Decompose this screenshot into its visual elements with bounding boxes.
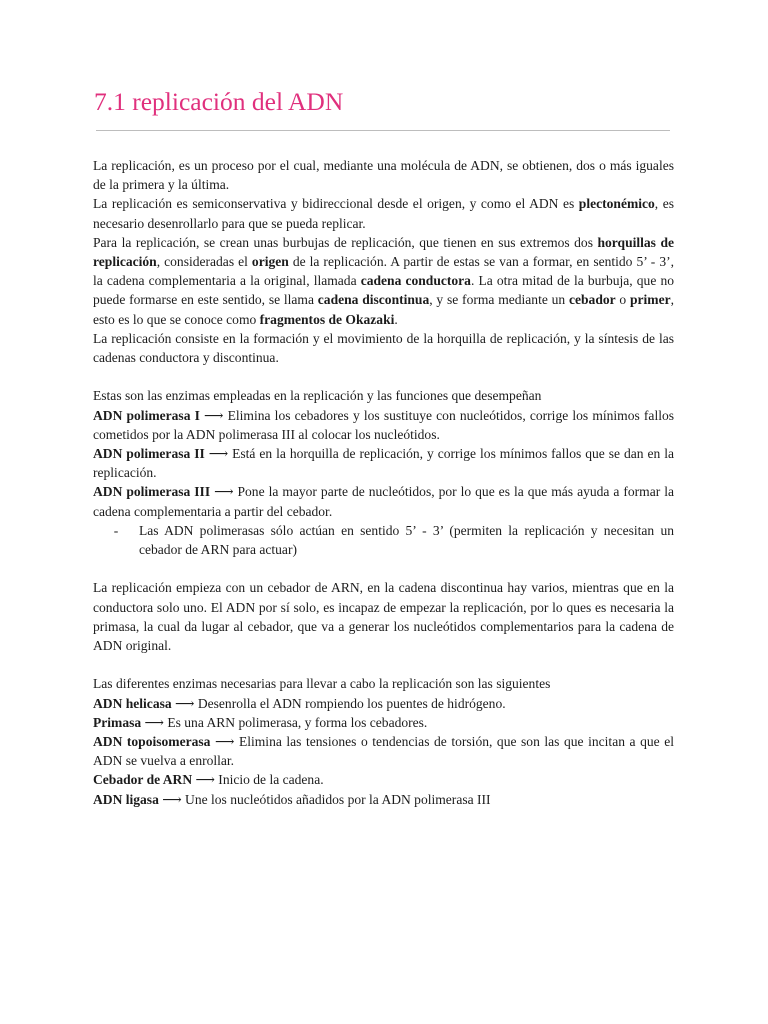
enzyme-description: ⟶ Es una ARN polimerasa, y forma los cebadores. [141, 714, 428, 730]
enzyme-description: ⟶ Une los nucleótidos añadidos por la ADN polimerasa III [158, 791, 491, 807]
enzyme-item [93, 482, 674, 520]
intro-paragraph-4: La replicación consiste en la formación y el movimiento de la horquilla de replicación, y la síntesis de las cadenas conductora y discontinua. [93, 330, 674, 366]
intro-paragraph-1: La replicación, es un proceso por el cual, mediante una molécula de ADN, se obtienen, dos o más iguales de la primera y la última. [93, 158, 674, 193]
document-body [93, 156, 674, 809]
enzyme-name: Primasa [93, 714, 142, 730]
enzyme-description: ⟶ Inicio de la cadena. [192, 772, 324, 788]
term-cadena-discontinua: cadena discontinua [317, 292, 430, 308]
page-title: 7.1 replicación del ADN [94, 87, 344, 116]
term-horquillas: horquillas de replicación [93, 234, 674, 270]
paragraph-gap [93, 367, 674, 386]
enzyme-description: ⟶ Pone la mayor parte de nucleótidos, por lo que es la que más ayuda a formar la cadena complementaria a partir del cebador. [93, 484, 675, 519]
enzyme-description: ⟶ Desenrolla el ADN rompiendo los puentes de hidrógeno. [171, 695, 506, 711]
enzyme-item [93, 770, 674, 789]
term-cadena-conductora: cadena conductora [360, 273, 471, 289]
enzyme-item [93, 444, 674, 482]
term-primer: primer [630, 292, 671, 308]
term-cebador: cebador [568, 292, 616, 308]
enzyme-description: ⟶ Elimina los cebadores y los sustituye con nucleótidos, corrige los mínimos fallos cometidos por la ADN polimerasa III al colocar los nucleótidos. [93, 407, 675, 442]
enzyme-name: ADN polimerasa II [93, 446, 205, 462]
enzyme-name: ADN polimerasa I [93, 407, 200, 423]
enzymes-intro-2: Las diferentes enzimas necesarias para llevar a cabo la replicación son las siguientes [93, 676, 551, 692]
enzyme-name: ADN topoisomerasa [93, 734, 211, 750]
enzyme-name: ADN helicasa [93, 695, 172, 711]
enzyme-name: ADN polimerasa III [93, 484, 211, 500]
title-divider [96, 130, 670, 131]
paragraph-gap [93, 559, 674, 578]
bullet-item [93, 521, 674, 559]
term-plectonemico: plectonémico [578, 196, 655, 212]
enzymes-intro: Estas son las enzimas empleadas en la replicación y las funciones que desempeñan [93, 388, 542, 404]
term-okazaki: fragmentos de Okazaki [259, 311, 395, 327]
enzyme-item [93, 732, 674, 770]
enzyme-item [93, 406, 674, 444]
term-origen: origen [251, 254, 289, 270]
bullet-dash: - [113, 522, 119, 538]
enzyme-name: Cebador de ARN [93, 772, 193, 788]
enzyme-name: ADN ligasa [93, 791, 159, 807]
enzyme-item [93, 713, 674, 732]
enzyme-description: ⟶ Elimina las tensiones o tendencias de torsión, que son las que incitan a que el ADN se vuelva a enrollar. [93, 734, 674, 769]
bullet-text: Las ADN polimerasas sólo actúan en sentido 5’ - 3’ (permiten la replicación y necesitan un cebador de ARN para actuar) [139, 522, 674, 558]
intro-paragraph-2: La replicación es semiconservativa y bidireccional desde el origen, y como el ADN es plectonémico, es necesario desenrollarlo para que se pueda replicar. [93, 196, 674, 231]
enzyme-item [93, 790, 674, 809]
enzyme-description: ⟶ Está en la horquilla de replicación, y corrige los mínimos fallos que se dan en la replicación. [93, 446, 675, 481]
replication-start-paragraph: La replicación empieza con un cebador de ARN, en la cadena discontinua hay varios, mientras que en la conductora solo uno. El ADN por sí solo, es incapaz de empezar la replicación, por lo ques es necesaria la primasa, la cual da lugar al cebador, que va a generar los nucleótidos complementarios para la cadena de ADN original. [93, 580, 674, 654]
paragraph-gap [93, 655, 674, 674]
intro-paragraph-3: Para la replicación, se crean unas burbujas de replicación, que tienen en sus extremos dos horquillas de replicación, consideradas el origen de la replicación. A partir de estas se van a formar, en sentido 5’ - 3’, la cadena complementaria a la original, llamada cadena conductora. La otra mitad de la burbuja, que no puede formarse en este sentido, se llama cadena discontinua, y se forma mediante un cebador o primer, esto es lo que se conoce como fragmentos de Okazaki. [93, 234, 675, 327]
enzyme-item [93, 694, 674, 713]
